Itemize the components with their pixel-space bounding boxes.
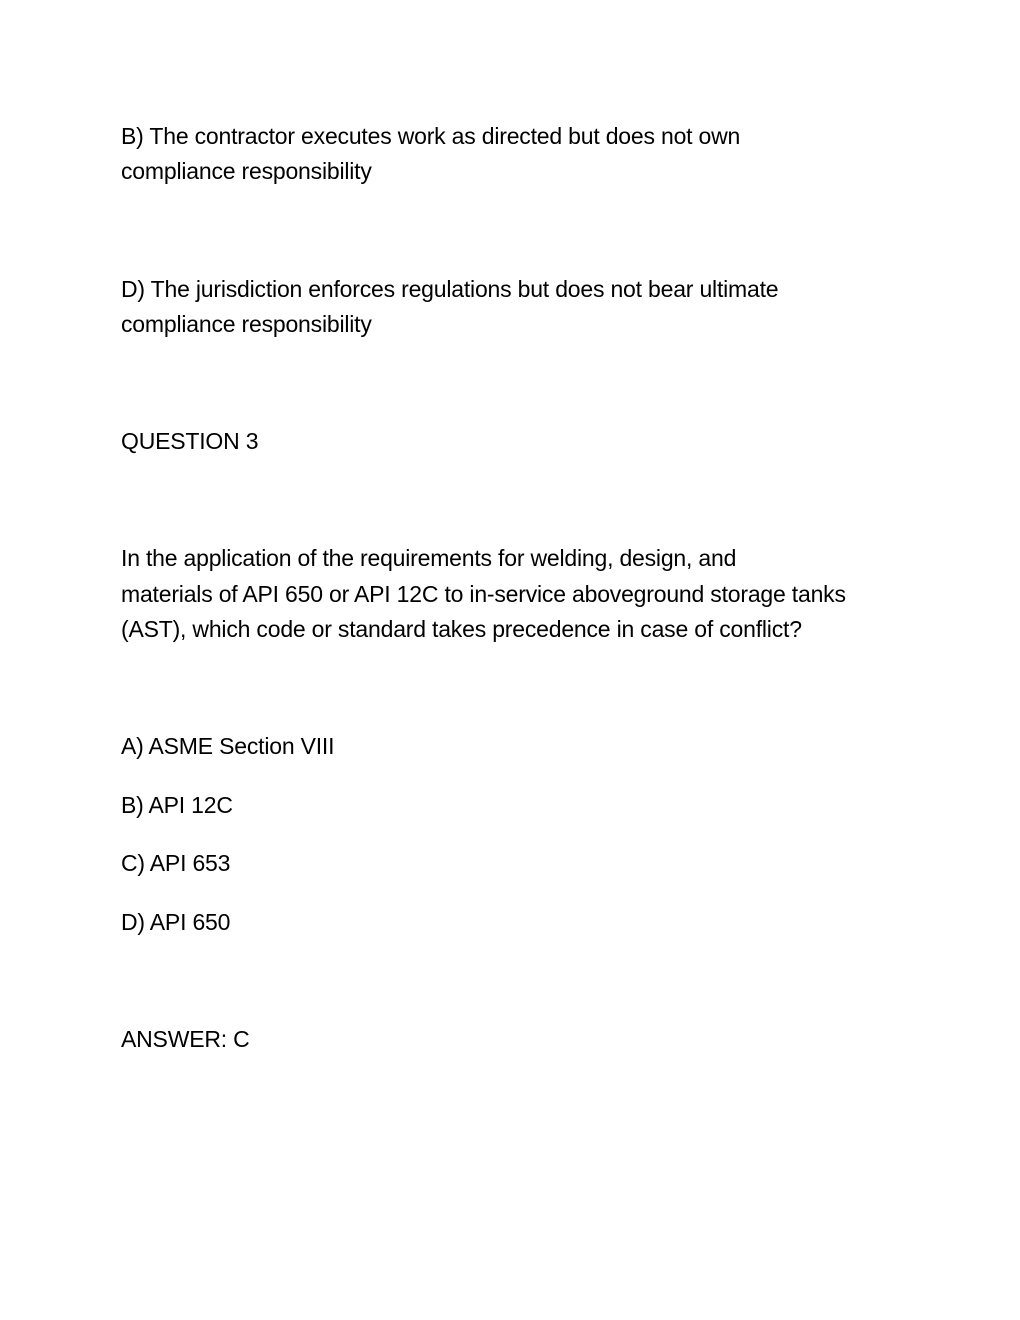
option-d: D) API 650 <box>121 909 231 935</box>
question-text-line3: (AST), which code or standard takes precedence in case of conflict? <box>121 616 802 642</box>
option-c: C) API 653 <box>121 850 231 876</box>
answer-line: ANSWER: C <box>121 1026 250 1052</box>
question-heading: QUESTION 3 <box>121 428 259 454</box>
option-a: A) ASME Section VIII <box>121 733 335 759</box>
prev-option-b-line2: compliance responsibility <box>121 158 372 184</box>
prev-option-b-line1: B) The contractor executes work as directed but does not own <box>121 123 741 149</box>
question-text-line1: In the application of the requirements for welding, design, and <box>121 545 737 571</box>
prev-option-d-line2: compliance responsibility <box>121 311 372 337</box>
option-b: B) API 12C <box>121 792 233 818</box>
question-text-line2: materials of API 650 or API 12C to in-service aboveground storage tanks <box>121 581 846 607</box>
prev-option-d-line1: D) The jurisdiction enforces regulations but does not bear ultimate <box>121 276 779 302</box>
